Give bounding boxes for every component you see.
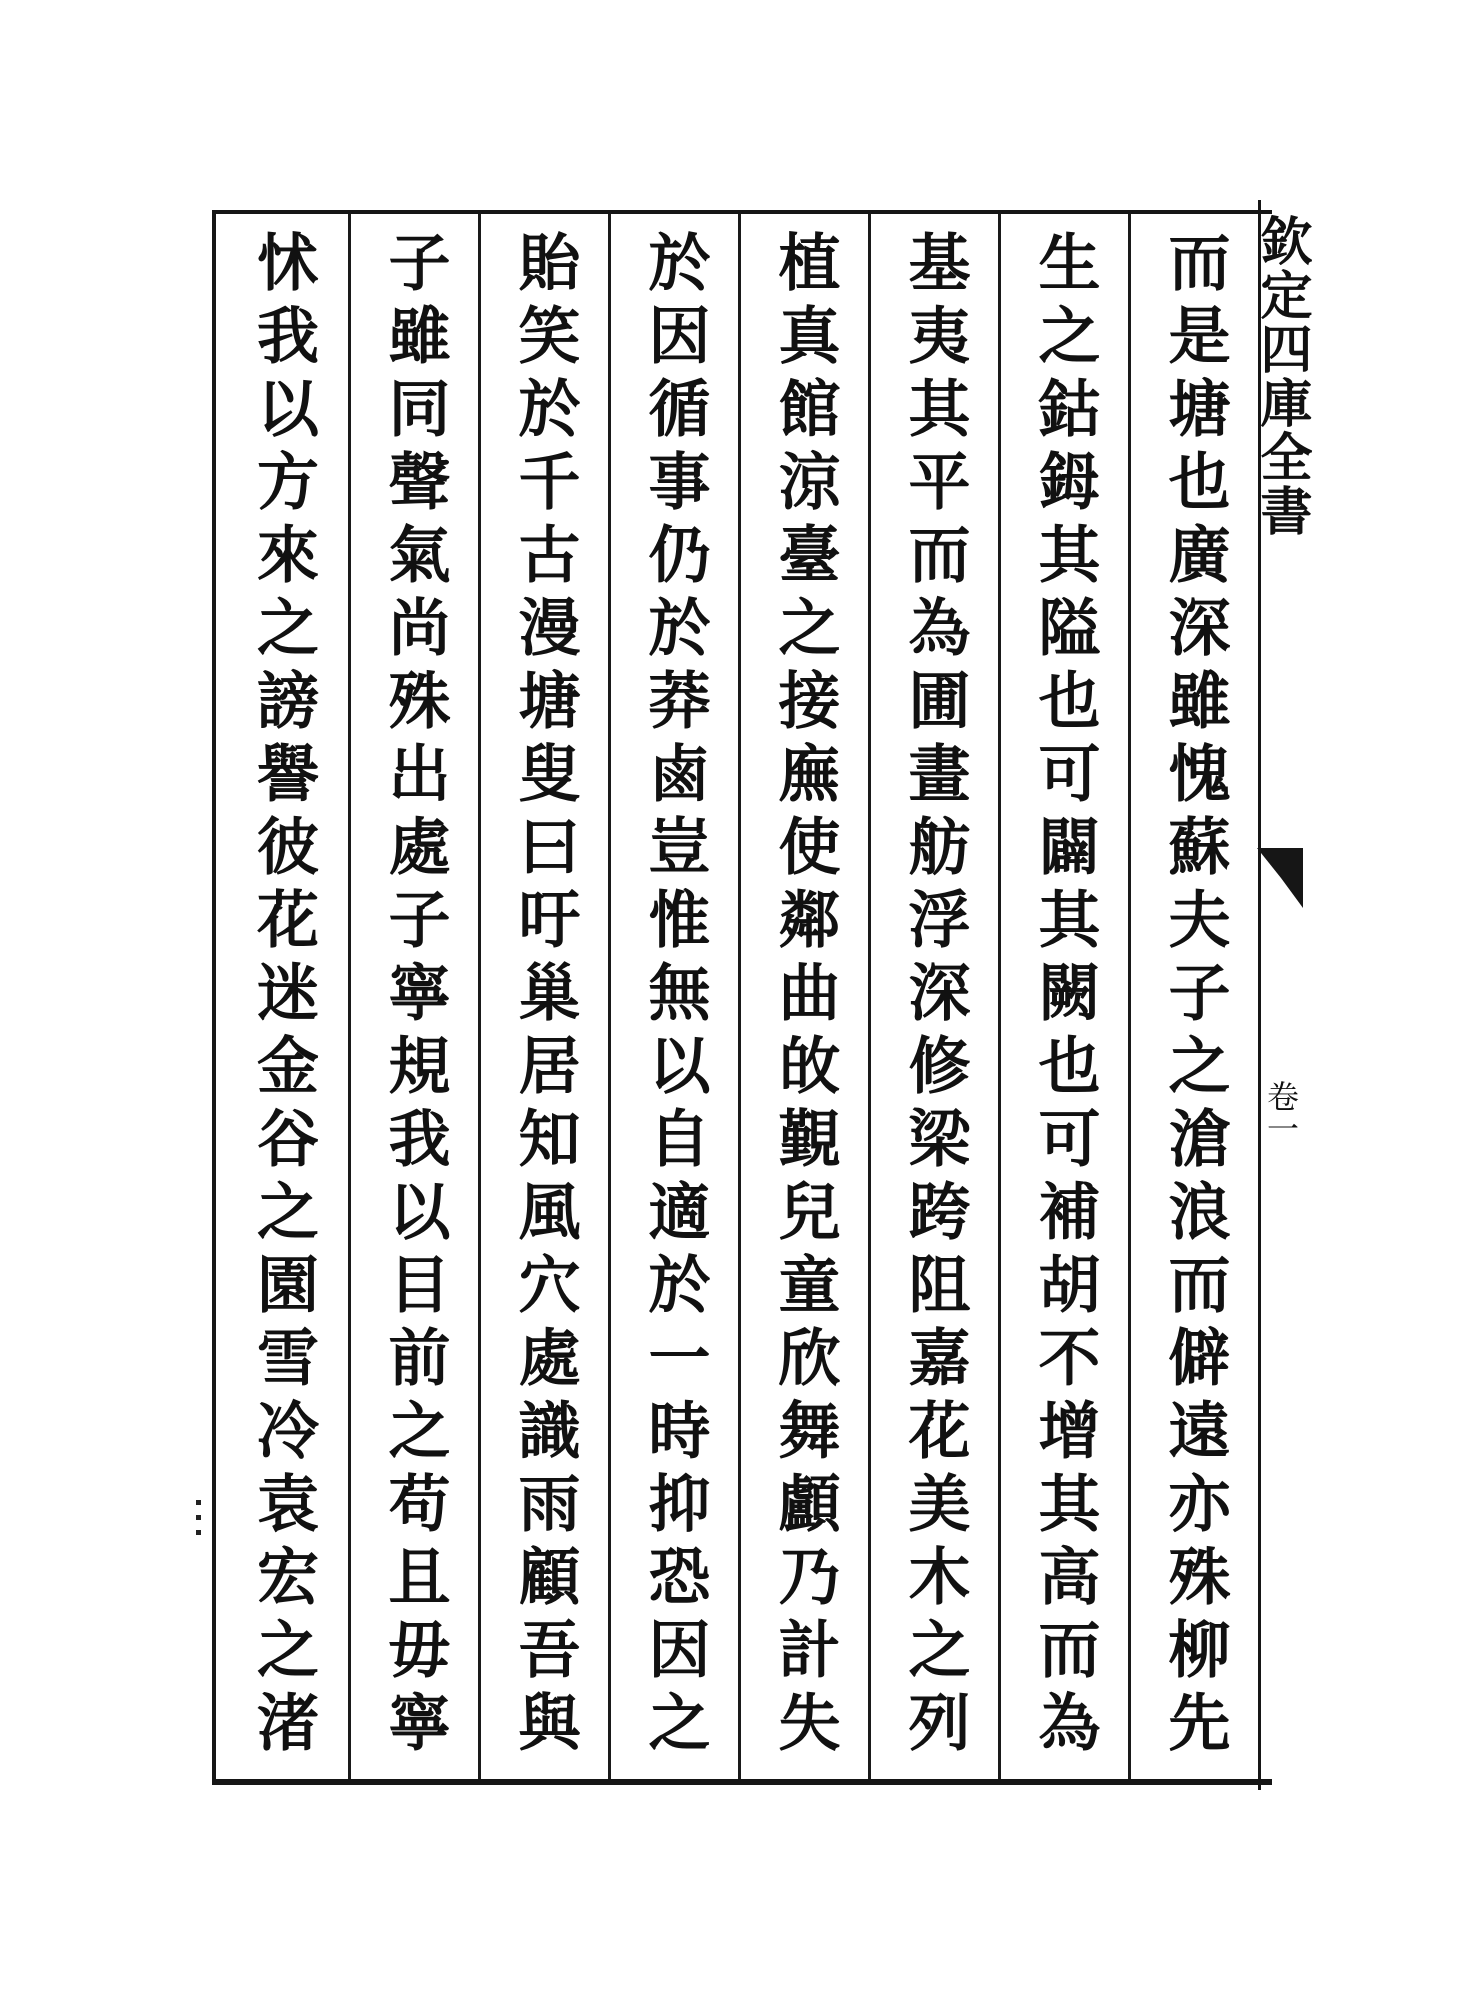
text-columns <box>216 214 1258 1779</box>
column-text: 於因循事仍於莽鹵豈惟無以自適於一時抑恐因之 <box>638 230 711 1763</box>
scan-speck <box>196 1515 201 1520</box>
column-text: 怵我以方來之謗譽彼花迷金谷之園雪冷袁宏之渚 <box>246 230 320 1763</box>
text-column-5 <box>608 214 738 1779</box>
fish-tail-mark <box>1257 848 1303 908</box>
text-column-3 <box>868 214 998 1779</box>
scan-speck <box>196 1530 201 1535</box>
column-text: 而是塘也廣深雖愧蘇夫子之滄浪而僻遠亦殊柳先 <box>1158 230 1231 1763</box>
column-text: 生之鈷鉧其隘也可闢其闕也可補胡不增其高而為 <box>1028 230 1101 1763</box>
text-column-7 <box>348 214 478 1779</box>
column-text: 基夷其平而為圃畫舫浮深修梁跨阻嘉花美木之列 <box>898 230 971 1763</box>
text-column-6 <box>478 214 608 1779</box>
scan-speck <box>196 1500 201 1505</box>
text-column-2 <box>998 214 1128 1779</box>
column-text: 貽笑於千古漫塘叟曰吁巢居知風穴處識雨顧吾與 <box>508 230 581 1763</box>
text-column-4 <box>738 214 868 1779</box>
text-column-1 <box>1128 214 1258 1779</box>
column-text: 子雖同聲氣尚殊出處子寧規我以目前之苟且毋寧 <box>378 230 451 1763</box>
text-column-8 <box>218 214 348 1779</box>
page-margin-band <box>1251 200 1312 1790</box>
book-title: 欽定四庫全書 <box>1251 214 1312 538</box>
juan-label: 卷一 <box>1262 1080 1300 1144</box>
column-text: 植真館涼臺之接廡使鄰曲敀覲兒童欣舞顱乃計失 <box>768 230 841 1763</box>
